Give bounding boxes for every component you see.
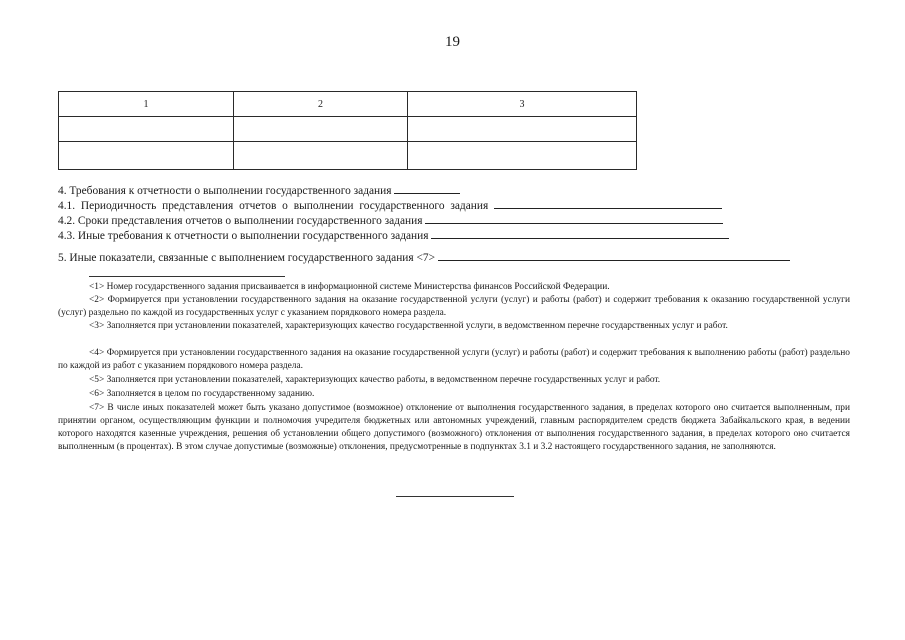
section-4-3-text: 4.3. Иные требования к отчетности о выполнении государственного задания (58, 230, 429, 242)
table-header-row (59, 92, 637, 117)
section-4-1-line (58, 198, 722, 213)
table-row (59, 142, 637, 170)
table-cell[interactable] (234, 117, 408, 142)
table-cell[interactable] (234, 142, 408, 170)
section-4-2-blank[interactable] (425, 213, 723, 224)
section-4-2-line (58, 213, 723, 228)
table-header-cell: 3 (408, 92, 637, 117)
table-cell[interactable] (408, 142, 637, 170)
table-cell[interactable] (408, 117, 637, 142)
footnote-7: <7> В числе иных показателей может быть указано допустимое (возможное) отклонение от выполнения государственного задания, в пределах которого оно считается выполненным, при принятии органом, осуществляющим функции и полномочия учредителя бюджетных или автономных учреждений, главным распорядителем средств бюджета Забайкальского края, в ведении которого находятся казенные учреждения, решения об установлении общего допустимого (возможного) отклонения от выполнения государственного задания, в пределах которого оно считается выполненным (в процентах). В этом случае допустимые (возможные) отклонения, предусмотренные в подпунктах 3.1 и 3.2 настоящего государственного задания, не заполняются. (58, 403, 850, 452)
section-4-blank[interactable] (394, 183, 460, 194)
section-5-blank[interactable] (438, 250, 790, 261)
table-header-cell: 1 (59, 92, 234, 117)
section-4-3-blank[interactable] (431, 228, 729, 239)
footnote-3: <3> Заполняется при установлении показателей, характеризующих качество государственной услуги, в ведомственном перечне государственных услуг и работ. (89, 321, 728, 331)
section-5-text: 5. Иные показатели, связанные с выполнением государственного задания <7> (58, 252, 436, 264)
section-5-line (58, 250, 790, 265)
section-4-1-text: 4.1. Периодичность представления отчетов о выполнении государственного задания (58, 200, 489, 212)
section-4-2-text: 4.2. Сроки представления отчетов о выполнении государственного задания (58, 215, 423, 227)
table-row (59, 117, 637, 142)
section-4-1-blank[interactable] (494, 198, 722, 209)
footnote-2: <2> Формируется при установлении государственного задания на оказание государственной услуги (услуг) и работы (работ) и содержит требования к оказанию государственной услуги (услуг) раздельно по каждой из государственных услуг с указанием порядкового номера раздела. (58, 295, 850, 318)
footnote-separator (89, 276, 285, 277)
report-table (58, 91, 637, 170)
footnote-6: <6> Заполняется в целом по государственному заданию. (89, 389, 315, 399)
footnote-1: <1> Номер государственного задания присваивается в информационной системе Министерства финансов Российской Федерации. (89, 282, 610, 292)
section-4-line (58, 183, 460, 198)
footnote-4: <4> Формируется при установлении государственного задания на оказание государственной услуги (услуг) и работы (работ) и содержит требования к выполнению работы (работ) раздельно по каждой из работ с указанием порядкового номера раздела. (58, 348, 850, 371)
table-cell[interactable] (59, 117, 234, 142)
footnote-5: <5> Заполняется при установлении показателей, характеризующих качество работы, в ведомственном перечне государственных услуг и работ. (89, 375, 661, 385)
table-header-cell: 2 (234, 92, 408, 117)
section-4-text: 4. Требования к отчетности о выполнении государственного задания (58, 185, 392, 197)
section-4-3-line (58, 228, 729, 243)
table-cell[interactable] (59, 142, 234, 170)
page-number: 19 (445, 34, 460, 50)
end-rule (396, 496, 514, 497)
